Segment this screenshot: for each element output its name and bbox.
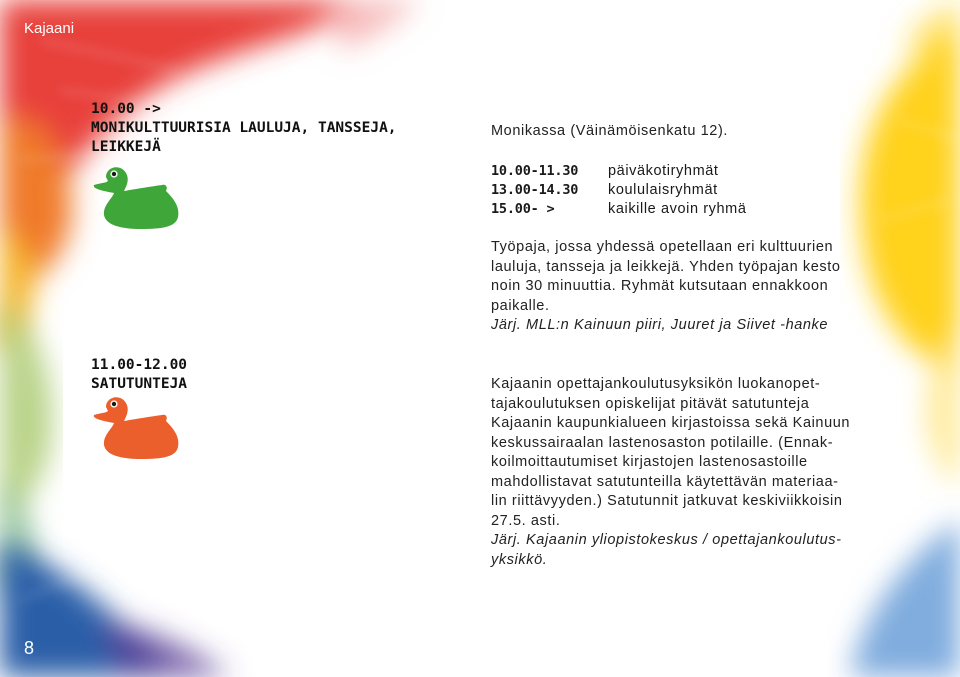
event-title-line: MONIKULTTUURISIA LAULUJA, TANSSEJA, bbox=[91, 120, 397, 136]
description-line: koilmoittautumiset kirjastojen lastenosastoille bbox=[491, 454, 808, 470]
location-text: Monikassa (Väinämöisenkatu 12). bbox=[491, 123, 729, 139]
schedule-group: päiväkotiryhmät bbox=[608, 163, 719, 179]
green-duck-icon bbox=[92, 163, 182, 231]
event-title-line: LEIKKEJÄ bbox=[91, 139, 161, 155]
event-time: 10.00 -> bbox=[91, 101, 161, 117]
event-time: 11.00-12.00 bbox=[91, 357, 188, 373]
event-location bbox=[491, 122, 728, 142]
description-line: lauluja, tansseja ja leikkejä. Yhden työpajan kesto bbox=[491, 258, 841, 275]
organizer-line: Järj. MLL:n Kainuun piiri, Juuret ja Siivet -hanke bbox=[491, 317, 829, 333]
event-heading-multicultural bbox=[91, 100, 397, 157]
description-line: Työpaja, jossa yhdessä opetellaan eri kulttuurien bbox=[491, 239, 834, 255]
schedule-group: koululaisryhmät bbox=[608, 182, 718, 198]
organizer-line: Järj. Kajaanin yliopistokeskus / opettajankoulutus- bbox=[491, 532, 842, 548]
orange-duck-icon bbox=[92, 393, 182, 461]
event-description bbox=[491, 375, 850, 570]
running-head: Kajaani bbox=[24, 20, 75, 37]
description-line: lin riittävyyden.) Satutunnit jatkuvat keskiviikkoisin bbox=[491, 493, 843, 509]
schedule-table bbox=[491, 162, 747, 219]
page-number: 8 bbox=[24, 638, 35, 658]
schedule-row bbox=[491, 200, 747, 219]
schedule-time: 10.00-11.30 bbox=[491, 163, 579, 179]
description-line: paikalle. bbox=[491, 297, 550, 314]
schedule-time: 15.00- > bbox=[491, 201, 555, 217]
schedule-row bbox=[491, 162, 747, 181]
description-line: noin 30 minuuttia. Ryhmät kutsutaan ennakkoon bbox=[491, 278, 829, 294]
event-description bbox=[491, 238, 841, 336]
schedule-time: 13.00-14.30 bbox=[491, 182, 579, 198]
organizer-line: yksikkö. bbox=[491, 551, 548, 568]
schedule-group: kaikille avoin ryhmä bbox=[608, 201, 747, 217]
description-line: Kajaanin opettajankoulutusyksikön luokanopet- bbox=[491, 376, 821, 392]
description-line: 27.5. asti. bbox=[491, 512, 561, 529]
schedule-row bbox=[491, 181, 747, 200]
event-heading-storytime bbox=[91, 356, 187, 394]
event-title-line: SATUTUNTEJA bbox=[91, 376, 188, 392]
description-line: mahdollistavat satutunteilla käytettävän materiaa- bbox=[491, 473, 839, 490]
description-line: keskussairaalan lastenosaston potilaille. (Ennak- bbox=[491, 434, 834, 451]
description-line: tajakoulutuksen opiskelijat pitävät satutunteja bbox=[491, 395, 810, 412]
description-line: Kajaanin kaupunkialueen kirjastoissa sekä Kainuun bbox=[491, 415, 851, 431]
